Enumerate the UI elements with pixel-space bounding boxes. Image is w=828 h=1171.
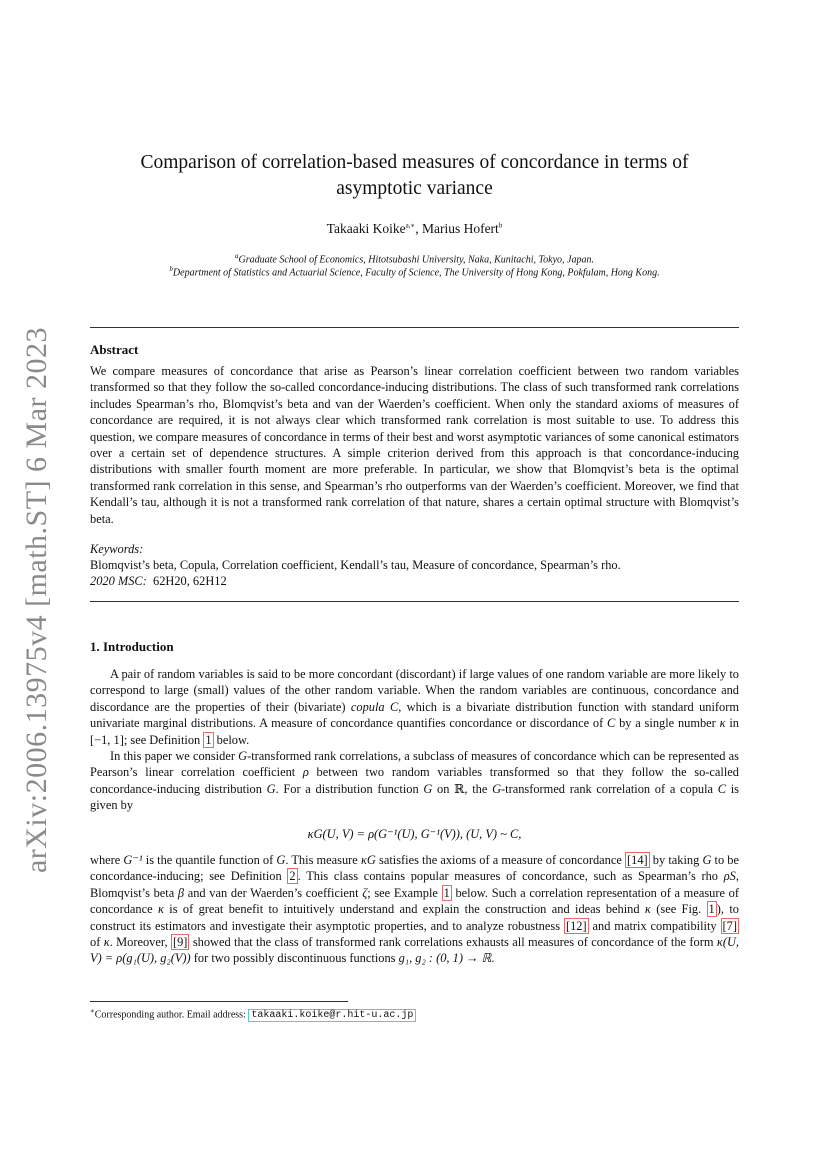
copula-term: copula C (350, 699, 399, 714)
footnote-divider (90, 1001, 348, 1002)
affiliation-1-text: Graduate School of Economics, Hitotsubashi University, Naka, Kunitachi, Tokyo, Japan. (238, 254, 594, 266)
author-2-sup: b (498, 221, 503, 230)
citation-14-link[interactable]: [14] (627, 853, 648, 867)
affiliation-2-sup: b (169, 265, 173, 273)
msc-codes: 62H20, 62H12 (153, 574, 227, 588)
divider-top (90, 327, 739, 328)
intro-paragraph-3: where G⁻¹ is the quantile function of G. This measure κG satisfies the axioms of a measure of concordance [14] by taking G to be concordance-inducing; see Definition 2 . This class contains popular measures of concordance, such as Spearman’s rho ρS, Blomqvist’s beta β and van der Waerden’s coefficient ζ; see Example 1 below. Such a correlation representation of a measure of concordance κ is of great benefit to intuitively understand and explain the construction and ideas behind κ (see Fig. 1 ), to construct its estimators and investigate their asymptotic properties, and to analyze robustness [12] and matrix compatibility [7] of κ. Moreover, [9] showed that the class of transformed rank correlations exhausts all measures of concordance of the form κ(U, V) = ρ(g₁(U), g₂(V)) for two possibly discontinuous functions g₁, g₂ : (0, 1) → ℝ. (90, 853, 740, 966)
citation-9-link[interactable]: [9] (172, 935, 188, 950)
intro-paragraph-1: A pair of random variables is said to be more concordant (discordant) if large values of one random variable are more likely to correspond to large (small) values of the other random variable. When the random variables are continuous, concordance and discordance are the properties of their (bivariate) copula C, which is a bivariate distribution function with standard uniform univariate marginal distributions. A measure of concordance quantifies concordance or discordance of C by a single number κ in [−1, 1]; see Definition 1 below. (90, 667, 739, 747)
equation-transformed-rank-correlation: κG(U, V) = ρ(G⁻¹(U), G⁻¹(V)), (U, V) ~ C, (307, 827, 522, 841)
abstract-body: We compare measures of concordance that arise as Pearson’s linear correlation coefficient between two random variables transformed so that they follow the so-called concordance-inducing distributions. The class of such transformed rank correlations includes Spearman’s rho, Blomqvist’s beta and van der Waerden’s coefficient. When only the standard axioms of measures of concordance are required, it is not always clear which transformed rank correlation is most suitable to use. To address this question, we compare measures of concordance in terms of their best and worst asymptotic variances of some canonical estimators over a certain set of dependence structures. A simple criterion derived from this approach is that concordance-inducing distributions with smaller fourth moment are more preferable. In particular, we show that Blomqvist’s beta is the optimal transformed rank correlation in this sense, and Spearman’s rho outperforms van der Waerden’s coefficient. Moreover, we find that Kendall’s tau, although it is not a transformed rank correlation of that nature, shares a certain optimal structure with Blomqvist’s beta. (90, 364, 739, 526)
citation-12-link[interactable]: [12] (565, 918, 587, 933)
divider-bottom (90, 601, 739, 602)
author-list (90, 221, 739, 237)
footnote-mark: ∗ (90, 1007, 95, 1015)
affiliation-2-text: Department of Statistics and Actuarial Science, Faculty of Science, The University of Hong Kong, Pokfulam, Hong Kong. (172, 267, 660, 279)
affiliation-2 (90, 265, 739, 278)
author-separator: , Marius Hofert (415, 221, 499, 236)
affiliation-1 (90, 252, 739, 265)
msc-line (90, 574, 227, 589)
arxiv-identifier: arXiv:2006.13975v4 [math.ST] 6 Mar 2023 (20, 326, 53, 874)
affiliation-1-sup: a (235, 252, 239, 260)
author-1-sup: a,∗ (405, 221, 416, 230)
keywords-heading: Keywords: (90, 542, 144, 556)
email-link[interactable]: takaaki.koike@r.hit-u.ac.jp (248, 1009, 416, 1022)
figure-1-link[interactable]: 1 (708, 902, 715, 917)
paper-title (90, 150, 739, 202)
example-1-link[interactable]: 1 (443, 885, 450, 900)
footnote (90, 1007, 416, 1021)
title-line-2: asymptotic variance (336, 178, 493, 199)
section-heading-introduction: 1. Introduction (90, 639, 174, 654)
footnote-text: Corresponding author. Email address: (94, 1009, 249, 1021)
msc-label: 2020 MSC: (90, 574, 147, 588)
definition-2-link[interactable]: 2 (289, 869, 296, 884)
title-line-1: Comparison of correlation-based measures of concordance in terms of (140, 152, 689, 173)
definition-1-link[interactable]: 1 (205, 732, 212, 747)
intro-paragraph-2: In this paper we consider G-transformed rank correlations, a subclass of measures of concordance which can be represented as Pearson’s linear correlation coefficient ρ between two random variables transformed so that they follow the so-called concordance-inducing distribution G. For a distribution function G on ℝ, the G-transformed rank correlation of a copula C is given by (90, 749, 739, 813)
citation-7-link[interactable]: [7] (722, 918, 737, 933)
author-1: Takaaki Koike (326, 221, 406, 236)
abstract-heading: Abstract (90, 342, 139, 357)
keywords-list: Blomqvist’s beta, Copula, Correlation coefficient, Kendall’s tau, Measure of concordance, Spearman’s rho. (90, 558, 621, 572)
arxiv-sidebar (0, 0, 74, 1171)
